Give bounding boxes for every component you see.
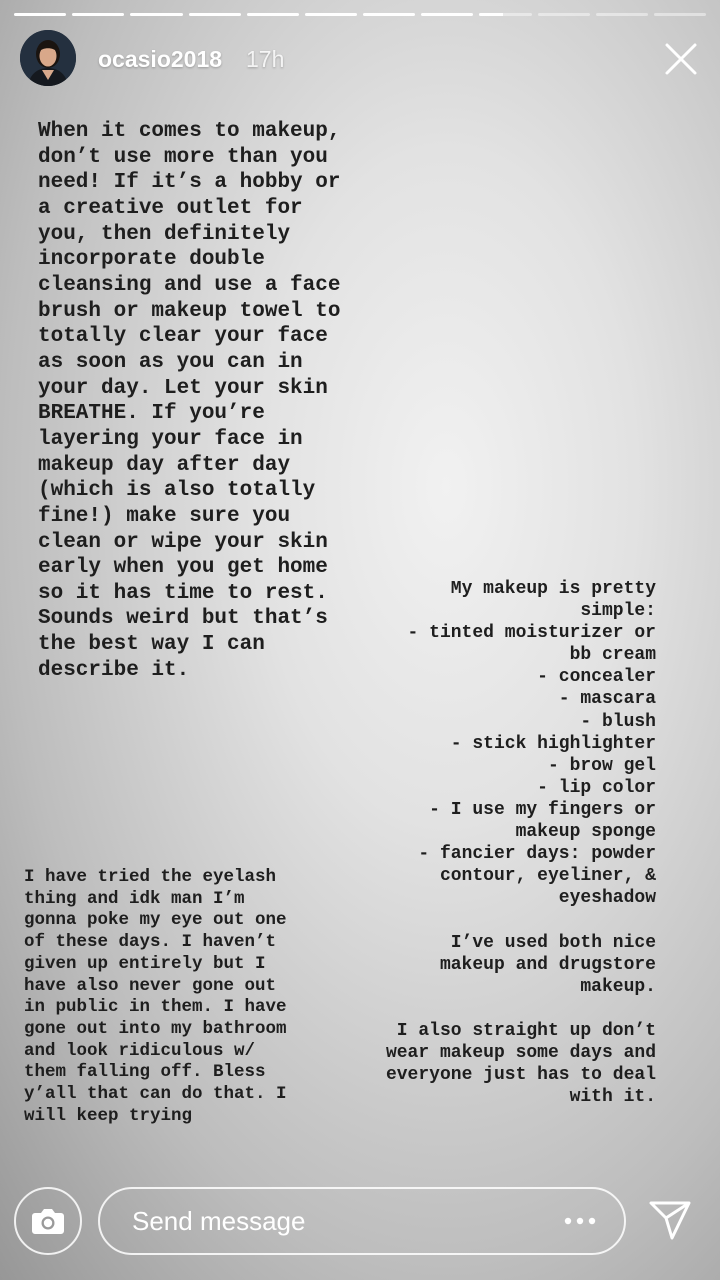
story-progress-bar xyxy=(14,13,706,16)
progress-fill xyxy=(189,13,241,16)
progress-fill xyxy=(247,13,299,16)
story-text-eyelash: I have tried the eyelash thing and idk man I’m gonna poke my eye out one of these days. I haven’t given up entirely but I have also never gone out in public in them. I have gone out into my bathroom and look ridiculous w/ them falling off. Bless y’all that can do that. I will keep trying xyxy=(24,867,287,1126)
progress-segment xyxy=(596,13,648,16)
progress-segment xyxy=(654,13,706,16)
close-icon xyxy=(664,42,698,76)
camera-icon xyxy=(31,1207,65,1235)
paper-plane-icon xyxy=(648,1198,692,1242)
progress-segment xyxy=(247,13,299,16)
story-text-makeup-routine: My makeup is pretty simple: - tinted moisturizer or bb cream - concealer - mascara - blush - stick highlighter - brow gel - lip color - I use my fingers or makeup sponge - fancier days: powder contour, eyeliner, & eyeshadow I’ve used both nice makeup and drugstore makeup. I also straight up don’t wear makeup some days and everyone just has to deal with it. xyxy=(385,579,656,1108)
progress-segment xyxy=(14,13,66,16)
username[interactable]: ocasio2018 xyxy=(98,46,223,72)
camera-button[interactable] xyxy=(14,1187,82,1255)
progress-fill xyxy=(72,13,124,16)
progress-fill xyxy=(479,13,502,16)
send-message-input[interactable] xyxy=(132,1189,532,1253)
post-time: 17h xyxy=(246,46,285,72)
progress-segment xyxy=(130,13,182,16)
story-text-makeup-advice: When it comes to makeup, don’t use more than you need! If it’s a hobby or a creative outlet for you, then definitely incorporate double cleansing and use a face brush or makeup towel to totally clear your face as soon as you can in your day. Let your skin BREATHE. If you’re layering your face in makeup day after day (which is also totally fine!) make sure you clean or wipe your skin early when you get home so it has time to rest. Sounds weird but that’s the best way I can describe it. xyxy=(38,120,341,682)
more-options-button[interactable] xyxy=(560,1207,600,1235)
progress-fill xyxy=(421,13,473,16)
avatar[interactable] xyxy=(20,30,76,86)
message-box[interactable] xyxy=(98,1187,626,1255)
progress-segment xyxy=(538,13,590,16)
progress-fill xyxy=(130,13,182,16)
progress-segment xyxy=(72,13,124,16)
progress-segment xyxy=(189,13,241,16)
profile-photo-icon xyxy=(20,30,76,86)
progress-segment xyxy=(479,13,531,16)
progress-fill xyxy=(363,13,415,16)
story-header xyxy=(20,30,700,88)
progress-segment xyxy=(421,13,473,16)
progress-fill xyxy=(305,13,357,16)
progress-segment xyxy=(305,13,357,16)
close-button[interactable] xyxy=(664,42,698,76)
reply-bar xyxy=(0,1170,720,1280)
send-button[interactable] xyxy=(648,1198,692,1242)
progress-fill xyxy=(14,13,66,16)
more-dots-icon xyxy=(564,1217,596,1225)
progress-segment xyxy=(363,13,415,16)
